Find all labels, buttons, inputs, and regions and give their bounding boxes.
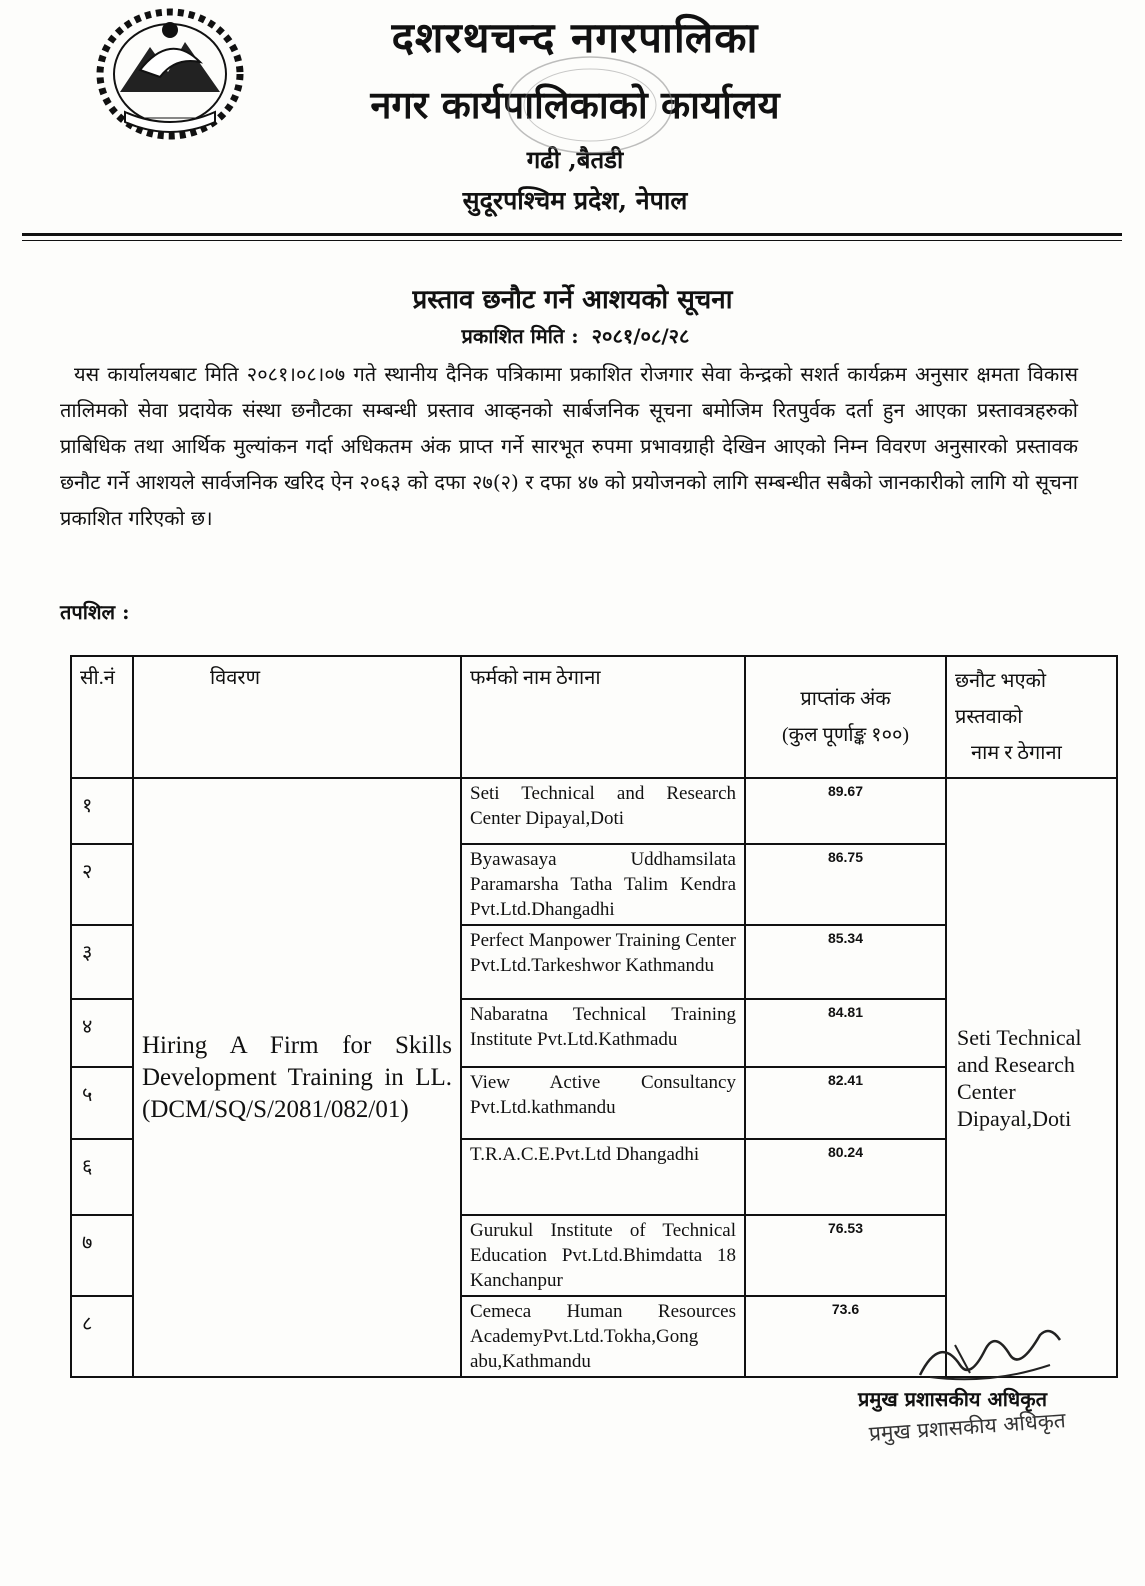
row-firm: Nabaratna Technical Training Institute Pvt.Ltd.Kathmadu xyxy=(461,999,745,1067)
row-score: 80.24 xyxy=(745,1139,946,1215)
nepal-emblem-icon xyxy=(80,2,260,152)
row-sn: ३ xyxy=(71,925,133,999)
table-row xyxy=(71,778,1117,844)
header-rule-thin xyxy=(22,240,1122,241)
row-firm: Seti Technical and Research Center Dipayal,Doti xyxy=(461,778,745,844)
office-name: नगर कार्यपालिकाको कार्यालय xyxy=(370,82,780,127)
publication-date-label: प्रकाशित मिति : xyxy=(461,324,579,348)
row-sn: १ xyxy=(71,778,133,844)
row-score: 85.34 xyxy=(745,925,946,999)
details-label: तपशिल : xyxy=(60,600,130,624)
notice-body: यस कार्यालयबाट मिति २०८१।०८।०७ गते स्थानीय दैनिक पत्रिकामा प्रकाशित रोजगार सेवा केन्द्रको सशर्त कार्यक्रम अनुसार क्षमता विकास तालिमको सेवा प्रदायेक संस्था छनौटका सम्बन्धी प्रस्ताव आव्हनको सार्बजनिक सूचना बमोजिम रितपुर्वक दर्ता हुन आएका प्रस्तावत्रहरुको प्राबिधिक तथा आर्थिक मुल्यांकन गर्दा अधिकतम अंक प्राप्त गर्ने सारभूत रुपमा प्रभावग्राही देखिन आएको निम्न विवरण अनुसारको प्रस्तावक छनौट गर्ने आशयले सार्वजनिक खरिद ऐन २०६३ को दफा २७(२) र दफा ४७ को प्रयोजनको लागि सम्बन्धीत सबैको जानकारीको लागि यो सूचना प्रकाशित गरिएको छ। xyxy=(60,362,1078,530)
row-score: 73.6 xyxy=(745,1296,946,1377)
office-stamp-icon xyxy=(500,50,680,160)
officer-stamp: प्रमुख प्रशासकीय अधिकृत xyxy=(868,1408,1067,1446)
header-score-line2: (कुल पूर्णाङ्क १००) xyxy=(781,724,910,746)
signature-icon xyxy=(900,1315,1070,1395)
tender-description: Hiring A Firm for Skills Development Training in LL. (DCM/SQ/S/2081/082/01) xyxy=(133,778,461,1377)
letterhead xyxy=(0,0,1145,245)
row-firm: T.R.A.C.E.Pvt.Ltd Dhangadhi xyxy=(461,1139,745,1215)
row-score: 84.81 xyxy=(745,999,946,1067)
org-name: दशरथचन्द नगरपालिका xyxy=(391,13,759,62)
notice-title: प्रस्ताव छनौट गर्ने आशयको सूचना xyxy=(412,285,733,315)
row-sn: २ xyxy=(71,844,133,925)
evaluation-table xyxy=(70,655,1118,1378)
selected-proposer: Seti Technical and Research Center Dipayal,Doti xyxy=(946,778,1117,1377)
header-sn: सी.नं xyxy=(71,656,133,778)
header-score-line1: प्राप्तांक अंक xyxy=(800,688,891,710)
header-selected-line2: प्रस्तवाको xyxy=(955,706,1023,728)
address-line-2: सुदूरपश्चिम प्रदेश, नेपाल xyxy=(462,186,688,215)
table-header-row xyxy=(71,656,1117,778)
row-firm: View Active Consultancy Pvt.Ltd.kathmandu xyxy=(461,1067,745,1139)
publication-date xyxy=(0,322,1145,349)
publication-date-value: २०८१/०८/२८ xyxy=(591,324,690,348)
row-score: 82.41 xyxy=(745,1067,946,1139)
row-score: 86.75 xyxy=(745,844,946,925)
row-firm: Byawasaya Uddhamsilata Paramarsha Tatha Talim Kendra Pvt.Ltd.Dhangadhi xyxy=(461,844,745,925)
header-selected-line3: नाम र ठेगाना xyxy=(971,742,1062,764)
row-firm: Perfect Manpower Training Center Pvt.Ltd.Tarkeshwor Kathmandu xyxy=(461,925,745,999)
header-selected xyxy=(946,656,1117,778)
header-rule xyxy=(22,233,1122,236)
header-selected-line1: छनौट भएको xyxy=(955,670,1047,692)
officer-title: प्रमुख प्रशासकीय अधिकृत xyxy=(858,1387,1047,1411)
row-sn: ७ xyxy=(71,1215,133,1296)
row-sn: ५ xyxy=(71,1067,133,1139)
header-description: विवरण xyxy=(133,656,461,778)
address-line-1: गढी ,बैतडी xyxy=(526,145,624,174)
row-firm: Cemeca Human Resources AcademyPvt.Ltd.Tokha,Gong abu,Kathmandu xyxy=(461,1296,745,1377)
row-sn: ८ xyxy=(71,1296,133,1377)
row-score: 76.53 xyxy=(745,1215,946,1296)
row-sn: ४ xyxy=(71,999,133,1067)
header-firm: फर्मको नाम ठेगाना xyxy=(461,656,745,778)
row-score: 89.67 xyxy=(745,778,946,844)
row-firm: Gurukul Institute of Technical Education Pvt.Ltd.Bhimdatta 18 Kanchanpur xyxy=(461,1215,745,1296)
row-sn: ६ xyxy=(71,1139,133,1215)
header-score xyxy=(745,656,946,778)
